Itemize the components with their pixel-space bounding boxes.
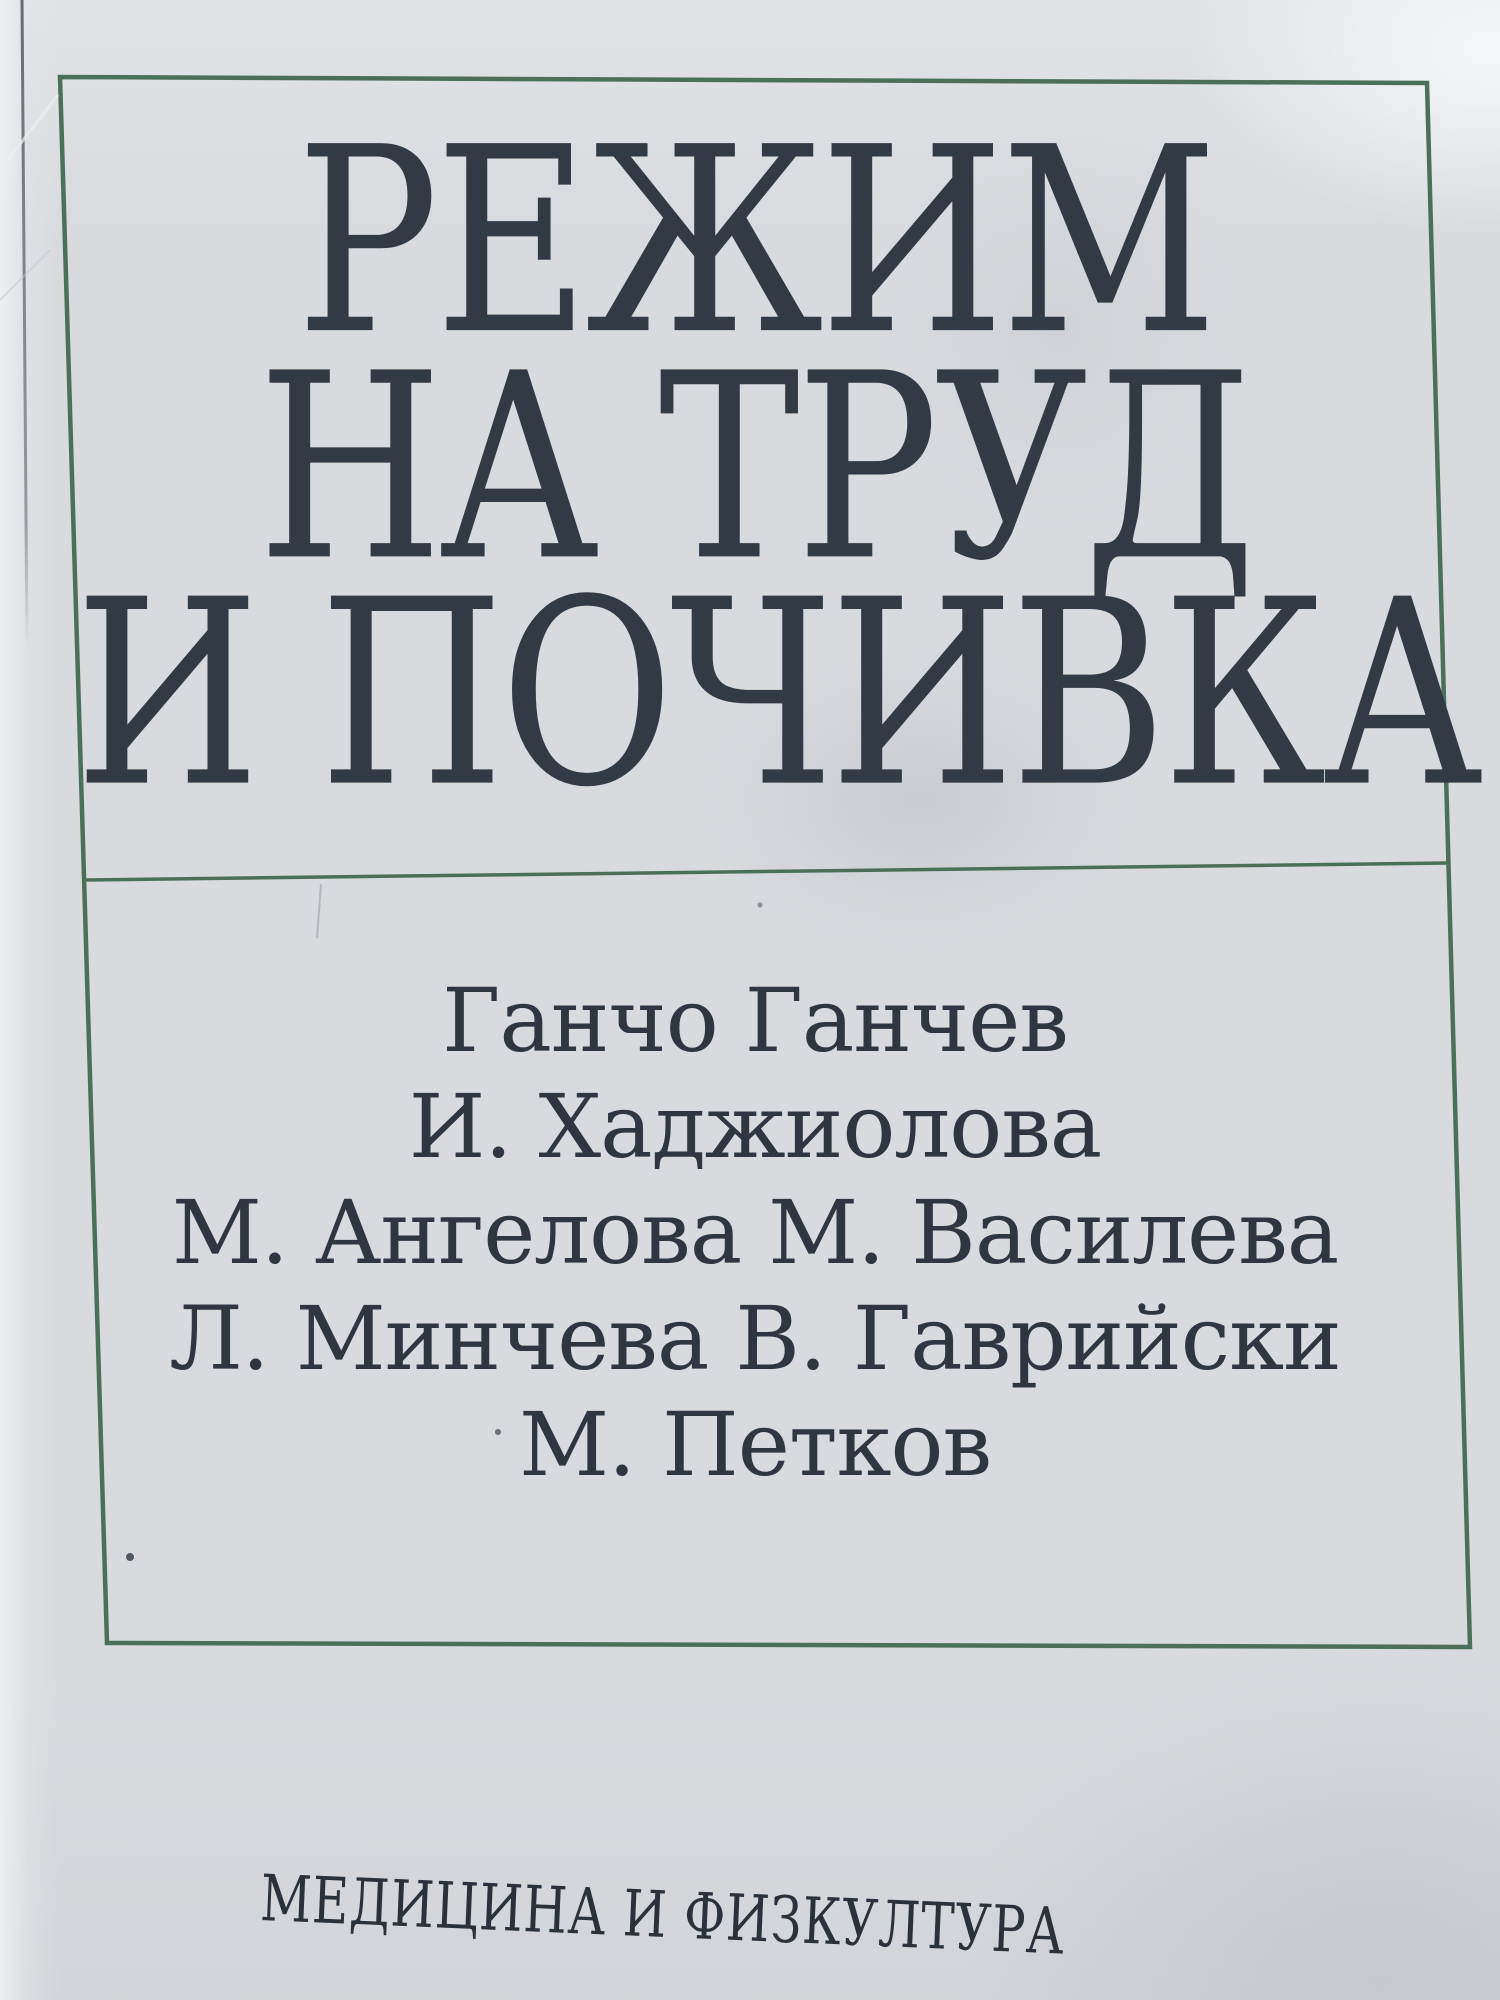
title-line-2: НА ТРУД <box>257 317 1253 617</box>
paper-crack <box>317 884 321 938</box>
page-edge-line <box>22 0 27 645</box>
title-line-3: И ПОЧИВКА <box>75 544 1480 844</box>
author-line-1: Ганчо Ганчев <box>442 969 1068 1072</box>
paper-speck <box>126 1553 134 1561</box>
paper-speck <box>758 903 763 908</box>
publisher-name: МЕДИЦИНА И ФИЗКУЛТУРА <box>258 1862 1067 1970</box>
crease-mark <box>0 95 58 170</box>
book-title <box>75 91 1480 844</box>
authors-block <box>75 968 1435 1498</box>
author-line-3: М. Ангелова М. Василева <box>171 1181 1339 1284</box>
author-line-4: Л. Минчева В. Гаврийски <box>169 1287 1341 1390</box>
author-line-5: М. Петков <box>518 1393 992 1496</box>
section-divider-line <box>85 863 1448 880</box>
title-line-1: РЕЖИМ <box>296 91 1214 391</box>
author-line-2: И. Хаджиолова <box>408 1075 1102 1178</box>
